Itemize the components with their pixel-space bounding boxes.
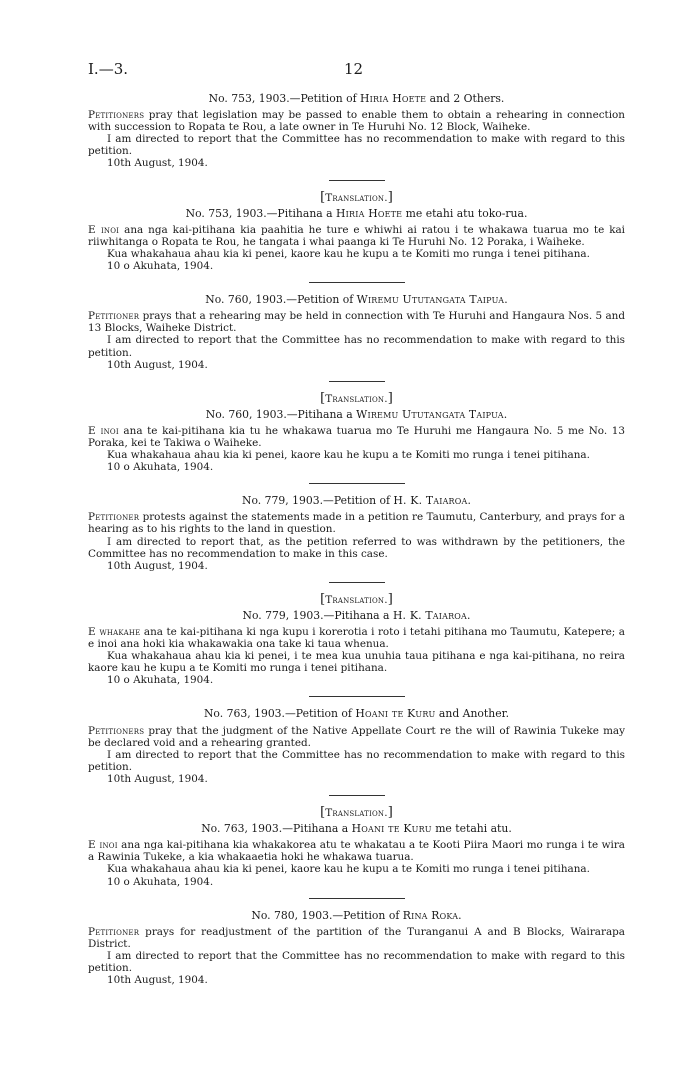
translation-section: [88, 189, 626, 273]
report-date: 10 o Akuhata, 1904.: [107, 461, 214, 474]
committee-report: I am directed to report that the Committee has no recommendation to make with regard to this petition.: [88, 133, 625, 158]
petition-title: No. 760, 1903.—Pitihana a Wiremu Ututangata Taipua.: [205, 407, 508, 421]
committee-report: I am directed to report that the Committee has no recommendation to make with regard to this petition.: [88, 334, 625, 359]
committee-report: Kua whakahaua ahau kia ki penei, kaore kau he kupu a te Komiti mo runga i tenei pitihana.: [107, 247, 590, 260]
petition-summary: Petitioners pray that legislation may be passed to enable them to obtain a rehearing in connection with succession to Ropata te Rou, a late owner in Te Huruhi No. 12 Block, Waiheke.: [88, 109, 625, 134]
petition-section: [88, 708, 625, 785]
committee-report: I am directed to report that the Committee has no recommendation to make with regard to this petition.: [88, 748, 625, 773]
divider: [309, 696, 405, 697]
divider: [309, 282, 405, 283]
petition-title: No. 760, 1903.—Petition of Wiremu Ututangata Taipua.: [205, 293, 508, 307]
petition-title: No. 753, 1903.—Petition of Hiria Hoete and 2 Others.: [208, 92, 505, 105]
petition-summary: Petitioner protests against the statements made in a petition re Taumutu, Canterbury, and prays for a hearing as to his rights to the land in question.: [88, 511, 625, 536]
petitions-body: [88, 93, 625, 986]
petition-title: No. 763, 1903.—Pitihana a Hoani te Kuru me tetahi atu.: [201, 822, 512, 836]
committee-report: I am directed to report that the Committee has no recommendation to make with regard to this petition.: [88, 949, 625, 974]
divider: [329, 180, 385, 181]
committee-report: Kua whakahaua ahau kia ki penei, kaore kau he kupu a te Komiti mo runga i tenei pitihana.: [107, 449, 590, 462]
petition-summary: Petitioner prays that a rehearing may be held in connection with Te Huruhi and Hangaura Nos. 5 and 13 Blocks, Waiheke District.: [88, 310, 625, 335]
petition-title: No. 780, 1903.—Petition of Rina Roka.: [251, 908, 462, 922]
divider: [329, 381, 385, 382]
translation-heading: [Translation.]: [320, 591, 393, 607]
translation-section: [88, 807, 625, 888]
petition-summary: E inoi ana nga kai-pitihana kia whakakorea atu te whakatau a te Kooti Piira Maori mo runga i te wira a Rawinia Tukeke, a kia whakaaetia hoki he whakawa tuarua.: [88, 839, 626, 864]
divider: [329, 795, 385, 796]
report-date: 10th August, 1904.: [107, 157, 208, 170]
report-date: 10th August, 1904.: [107, 974, 208, 987]
committee-report: I am directed to report that, as the petition referred to was withdrawn by the petitioners, the Committee has no recommendation to make in this case.: [88, 535, 625, 560]
petition-section: [88, 495, 625, 572]
petition-section: [88, 294, 625, 371]
translation-heading: [Translation.]: [320, 189, 393, 205]
report-date: 10th August, 1904.: [107, 559, 208, 572]
translation-heading: [Translation.]: [320, 390, 393, 406]
petition-title: No. 779, 1903.—Petition of H. K. Taiaroa.: [242, 494, 471, 508]
report-date: 10th August, 1904.: [107, 358, 208, 371]
committee-report: Kua whakahaua ahau kia ki penei, kaore kau he kupu a te Komiti mo runga i tenei pitihana.: [107, 863, 590, 876]
page-header: [88, 60, 628, 84]
petition-summary: E inoi ana te kai-pitihana kia tu he whakawa tuarua mo Te Huruhi me Hangaura No. 5 me No. 13 Poraka, kei te Takiwa o Waiheke.: [88, 424, 625, 449]
petition-title: No. 753, 1903.—Pitihana a Hiria Hoete me etahi atu toko-rua.: [185, 206, 528, 220]
divider: [329, 582, 385, 583]
report-date: 10 o Akuhata, 1904.: [107, 875, 214, 888]
petition-title: No. 779, 1903.—Pitihana a H. K. Taiaroa.: [242, 608, 471, 622]
report-date: 10th August, 1904.: [107, 772, 208, 785]
translation-section: [88, 390, 625, 474]
petition-summary: E whakahe ana te kai-pitihana ki nga kupu i korerotia i roto i tetahi pitihana mo Taumutu, Katepere; a e inoi ana hoki kia whakawakia ona take ki taua whenua.: [88, 626, 625, 651]
report-date: 10 o Akuhata, 1904.: [107, 260, 214, 273]
petition-section: [88, 910, 625, 987]
translation-section: [88, 591, 625, 687]
document-reference: I.—3.: [88, 60, 129, 78]
page-number: 12: [344, 60, 364, 78]
translation-heading: [Translation.]: [320, 805, 393, 821]
petition-summary: Petitioner prays for readjustment of the partition of the Turanganui A and B Blocks, Wairarapa District.: [88, 925, 625, 950]
divider: [309, 483, 405, 484]
petition-summary: Petitioners pray that the judgment of the Native Appellate Court re the will of Rawinia Tukeke may be declared void and a rehearing granted.: [88, 724, 625, 749]
petition-summary: E inoi ana nga kai-pitihana kia paahitia he ture e whiwhi ai ratou i te whakawa tuarua mo te kai riiwhitanga o Ropata te Rou, he tangata i whai paanga ki Te Huruhi No. 12 Poraka, i Waiheke.: [88, 223, 626, 248]
report-date: 10 o Akuhata, 1904.: [107, 674, 214, 687]
petition-section: [88, 93, 625, 170]
divider: [309, 898, 405, 899]
petition-title: No. 763, 1903.—Petition of Hoani te Kuru and Another.: [203, 707, 510, 721]
committee-report: Kua whakahaua ahau kia ki penei, i te mea kua unuhia taua pitihana e nga kai-pitihana, no reira kaore kau he kupu a te Komiti mo runga i tenei pitihana.: [88, 650, 625, 675]
